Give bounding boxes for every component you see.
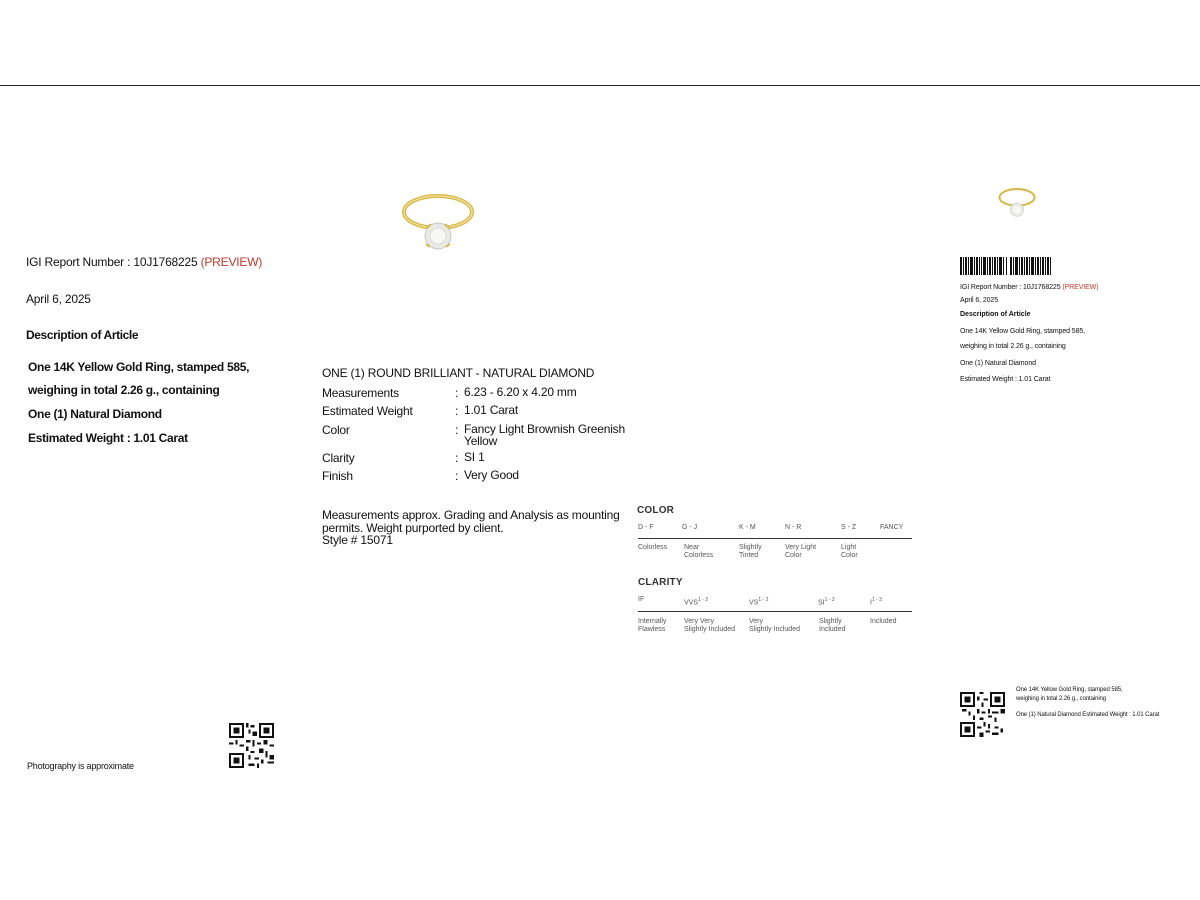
spec-label: Finish <box>322 469 353 483</box>
spec-label: Clarity <box>322 451 355 465</box>
clarity-grade: VVS$^{1 - 2}$ <box>684 597 709 607</box>
note-line: Measurements approx. Grading and Analysis as mounting <box>322 508 620 522</box>
note-line: Style # 15071 <box>322 533 393 547</box>
spec-row-weight <box>322 404 642 418</box>
spec-value: SI 1 <box>464 450 485 464</box>
clarity-scale-title: CLARITY <box>638 577 683 588</box>
color-desc: Light Color <box>841 544 858 559</box>
clarity-grade: SI$^{1 - 2}$ <box>818 597 835 607</box>
spec-colon: : <box>455 386 459 400</box>
description-line: Estimated Weight : 1.01 Carat <box>28 431 188 445</box>
bottom-right-line: weighing in total 2.26 g., containing <box>1016 695 1107 702</box>
report-number-label: IGI Report Number : 10J1768225 <box>26 255 198 269</box>
ring-photo-large <box>398 190 478 256</box>
spec-colon: : <box>455 451 459 465</box>
ring-photo-small <box>996 186 1038 220</box>
spec-row-finish <box>322 469 642 483</box>
mini-preview-tag: (PREVIEW) <box>1062 284 1099 291</box>
color-scale <box>638 524 918 564</box>
clarity-scale-rule <box>638 611 912 612</box>
spec-label: Measurements <box>322 386 399 400</box>
mini-report-number: IGI Report Number : 10J1768225 (PREVIEW) <box>960 284 1099 291</box>
note-line: permits. Weight purported by client. <box>322 520 504 535</box>
top-rule <box>0 85 1200 86</box>
clarity-grade: $I^{1 - 3}$ <box>870 597 882 607</box>
color-scale-rule <box>638 538 912 539</box>
color-grade: N - R <box>785 524 802 531</box>
diamond-notes <box>322 509 620 547</box>
color-grade: D - F <box>638 524 654 531</box>
color-desc: Near Colorless <box>684 544 714 559</box>
report-date: April 6, 2025 <box>26 292 91 306</box>
clarity-desc: Very Slightly Included <box>749 618 800 633</box>
mini-description-heading: Description of Article <box>960 311 1031 318</box>
color-scale-title: COLOR <box>637 505 675 516</box>
spec-value: 1.01 Carat <box>464 403 519 417</box>
mini-line: Estimated Weight : 1.01 Carat <box>960 376 1051 383</box>
clarity-desc: Internally Flawless <box>638 618 667 633</box>
report-number <box>26 255 262 269</box>
mini-report-date: April 6, 2025 <box>960 297 999 304</box>
preview-tag: (PREVIEW) <box>200 255 263 269</box>
spec-value: 6.23 - 6.20 x 4.20 mm <box>464 385 577 399</box>
spec-row-clarity <box>322 451 642 465</box>
spec-colon: : <box>455 469 459 483</box>
spec-row-color <box>322 423 642 449</box>
diamond-title: ONE (1) ROUND BRILLIANT - NATURAL DIAMOND <box>322 366 595 380</box>
color-grade: FANCY <box>880 524 904 531</box>
description-line: weighing in total 2.26 g., containing <box>28 383 220 397</box>
color-grade: K - M <box>739 524 756 531</box>
barcode-icon <box>960 257 1052 275</box>
spec-colon: : <box>455 404 459 418</box>
color-desc: Colorless <box>638 544 668 551</box>
spec-value: Very Good <box>464 468 519 482</box>
clarity-desc: Included <box>870 618 897 625</box>
spec-colon: : <box>455 423 459 437</box>
description-heading: Description of Article <box>26 328 139 342</box>
clarity-desc: Very Very Slightly Included <box>684 618 735 633</box>
bottom-right-line: One 14K Yellow Gold Ring, stamped 585, <box>1016 687 1123 693</box>
color-desc: Very Light Color <box>785 544 817 559</box>
clarity-scale <box>638 596 918 636</box>
mini-line: One (1) Natural Diamond <box>960 360 1036 367</box>
qr-code-icon <box>229 723 274 768</box>
spec-value: Fancy Light Brownish Greenish Yellow <box>464 422 625 448</box>
clarity-grade: IF <box>638 596 645 603</box>
description-line: One (1) Natural Diamond <box>28 407 162 421</box>
clarity-desc: Slightly Included <box>819 618 846 633</box>
photo-note: Photography is approximate <box>27 761 134 771</box>
mini-line: One 14K Yellow Gold Ring, stamped 585, <box>960 328 1086 335</box>
clarity-grade: VS$^{1 - 2}$ <box>749 597 769 607</box>
spec-row-measurements <box>322 386 642 400</box>
description-line: One 14K Yellow Gold Ring, stamped 585, <box>28 360 250 374</box>
bottom-right-line: One (1) Natural Diamond Estimated Weight : 1.01 Carat <box>1016 712 1160 718</box>
color-desc: Slightly Tinted <box>739 544 762 559</box>
color-grade: G - J <box>682 524 698 531</box>
qr-code-icon <box>960 692 1005 737</box>
spec-label: Color <box>322 423 350 437</box>
spec-label: Estimated Weight <box>322 404 413 418</box>
mini-line: weighing in total 2.26 g., containing <box>960 343 1066 350</box>
color-grade: S - Z <box>841 524 857 531</box>
bottom-right-text <box>1016 686 1159 720</box>
